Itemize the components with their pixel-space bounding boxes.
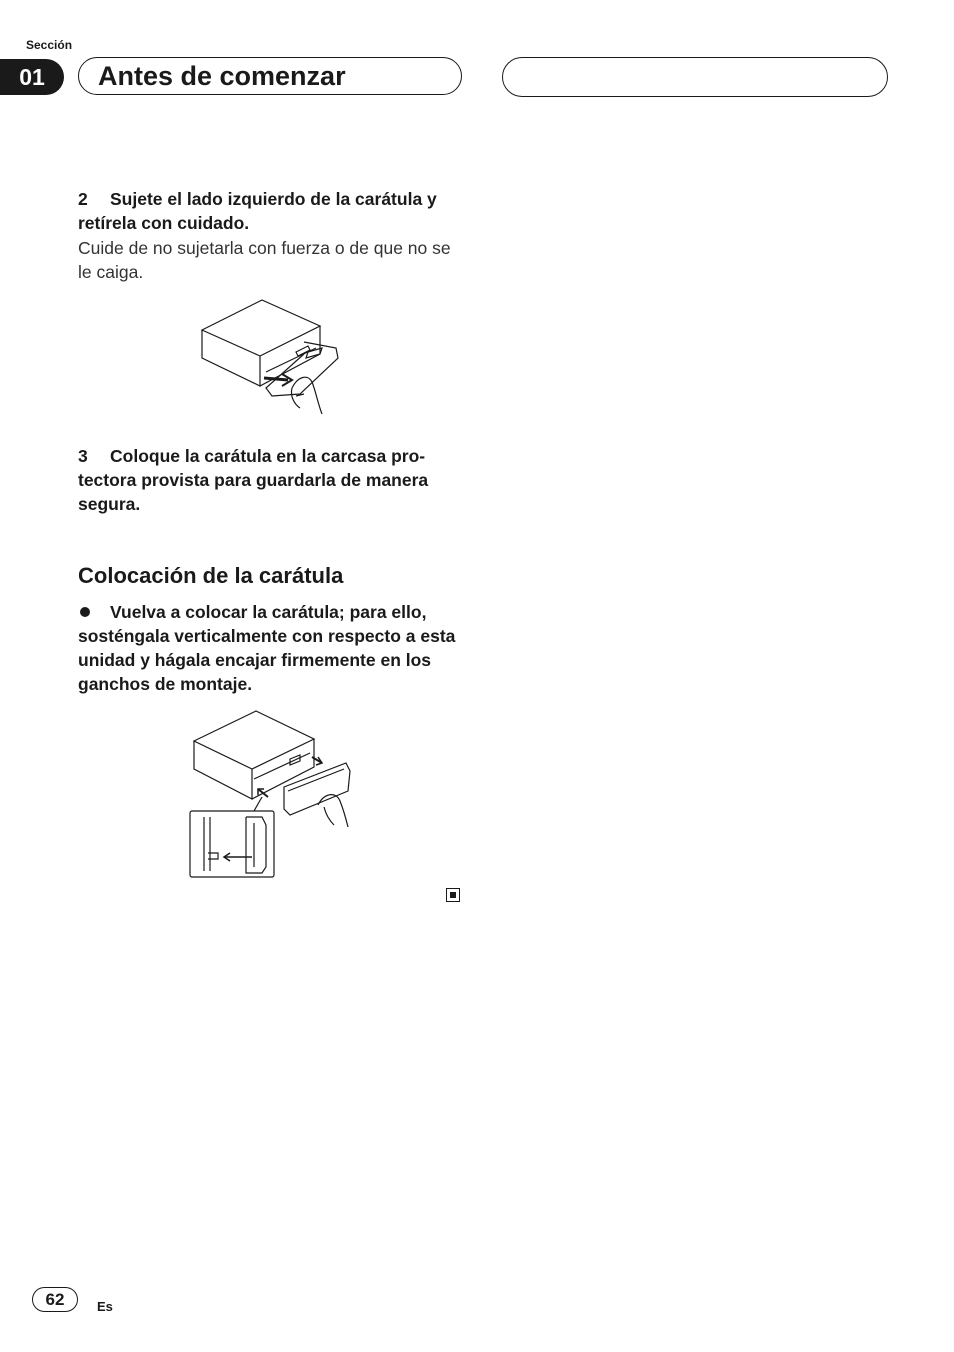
section-number-badge: 01: [0, 59, 64, 95]
bullet-instruction: [78, 600, 458, 696]
page-number: 62: [32, 1287, 78, 1312]
step-2: [78, 187, 468, 235]
right-header-frame: [502, 57, 888, 97]
section-heading: Colocación de la carátula: [78, 563, 344, 588]
page-title: Antes de comenzar: [98, 61, 346, 91]
section-label: Sección: [26, 38, 73, 52]
attach-faceplate-illustration: [188, 707, 358, 879]
end-of-section-icon: [446, 888, 460, 902]
step-2-text: Sujete el lado izquierdo de la carátula y retírela con cuidado.: [78, 189, 437, 233]
remove-faceplate-illustration: [196, 296, 356, 420]
step-3-number: 3: [78, 446, 88, 466]
step-3-text: Coloque la carátula en la carcasa pro-tectora provista para guardarla de manera segura.: [78, 446, 429, 514]
language-code: Es: [97, 1299, 113, 1314]
bullet-text: Vuelva a colocar la carátula; para ello, sosténgala verticalmente con respecto a esta unidad y hágala encajar firmemente en los ganchos de montaje.: [78, 602, 456, 694]
step-3: [78, 444, 468, 516]
step-2-number: 2: [78, 189, 88, 209]
step-2-description: Cuide de no sujetarla con fuerza o de que no se le caiga.: [78, 238, 451, 282]
bullet-icon: [80, 607, 90, 617]
